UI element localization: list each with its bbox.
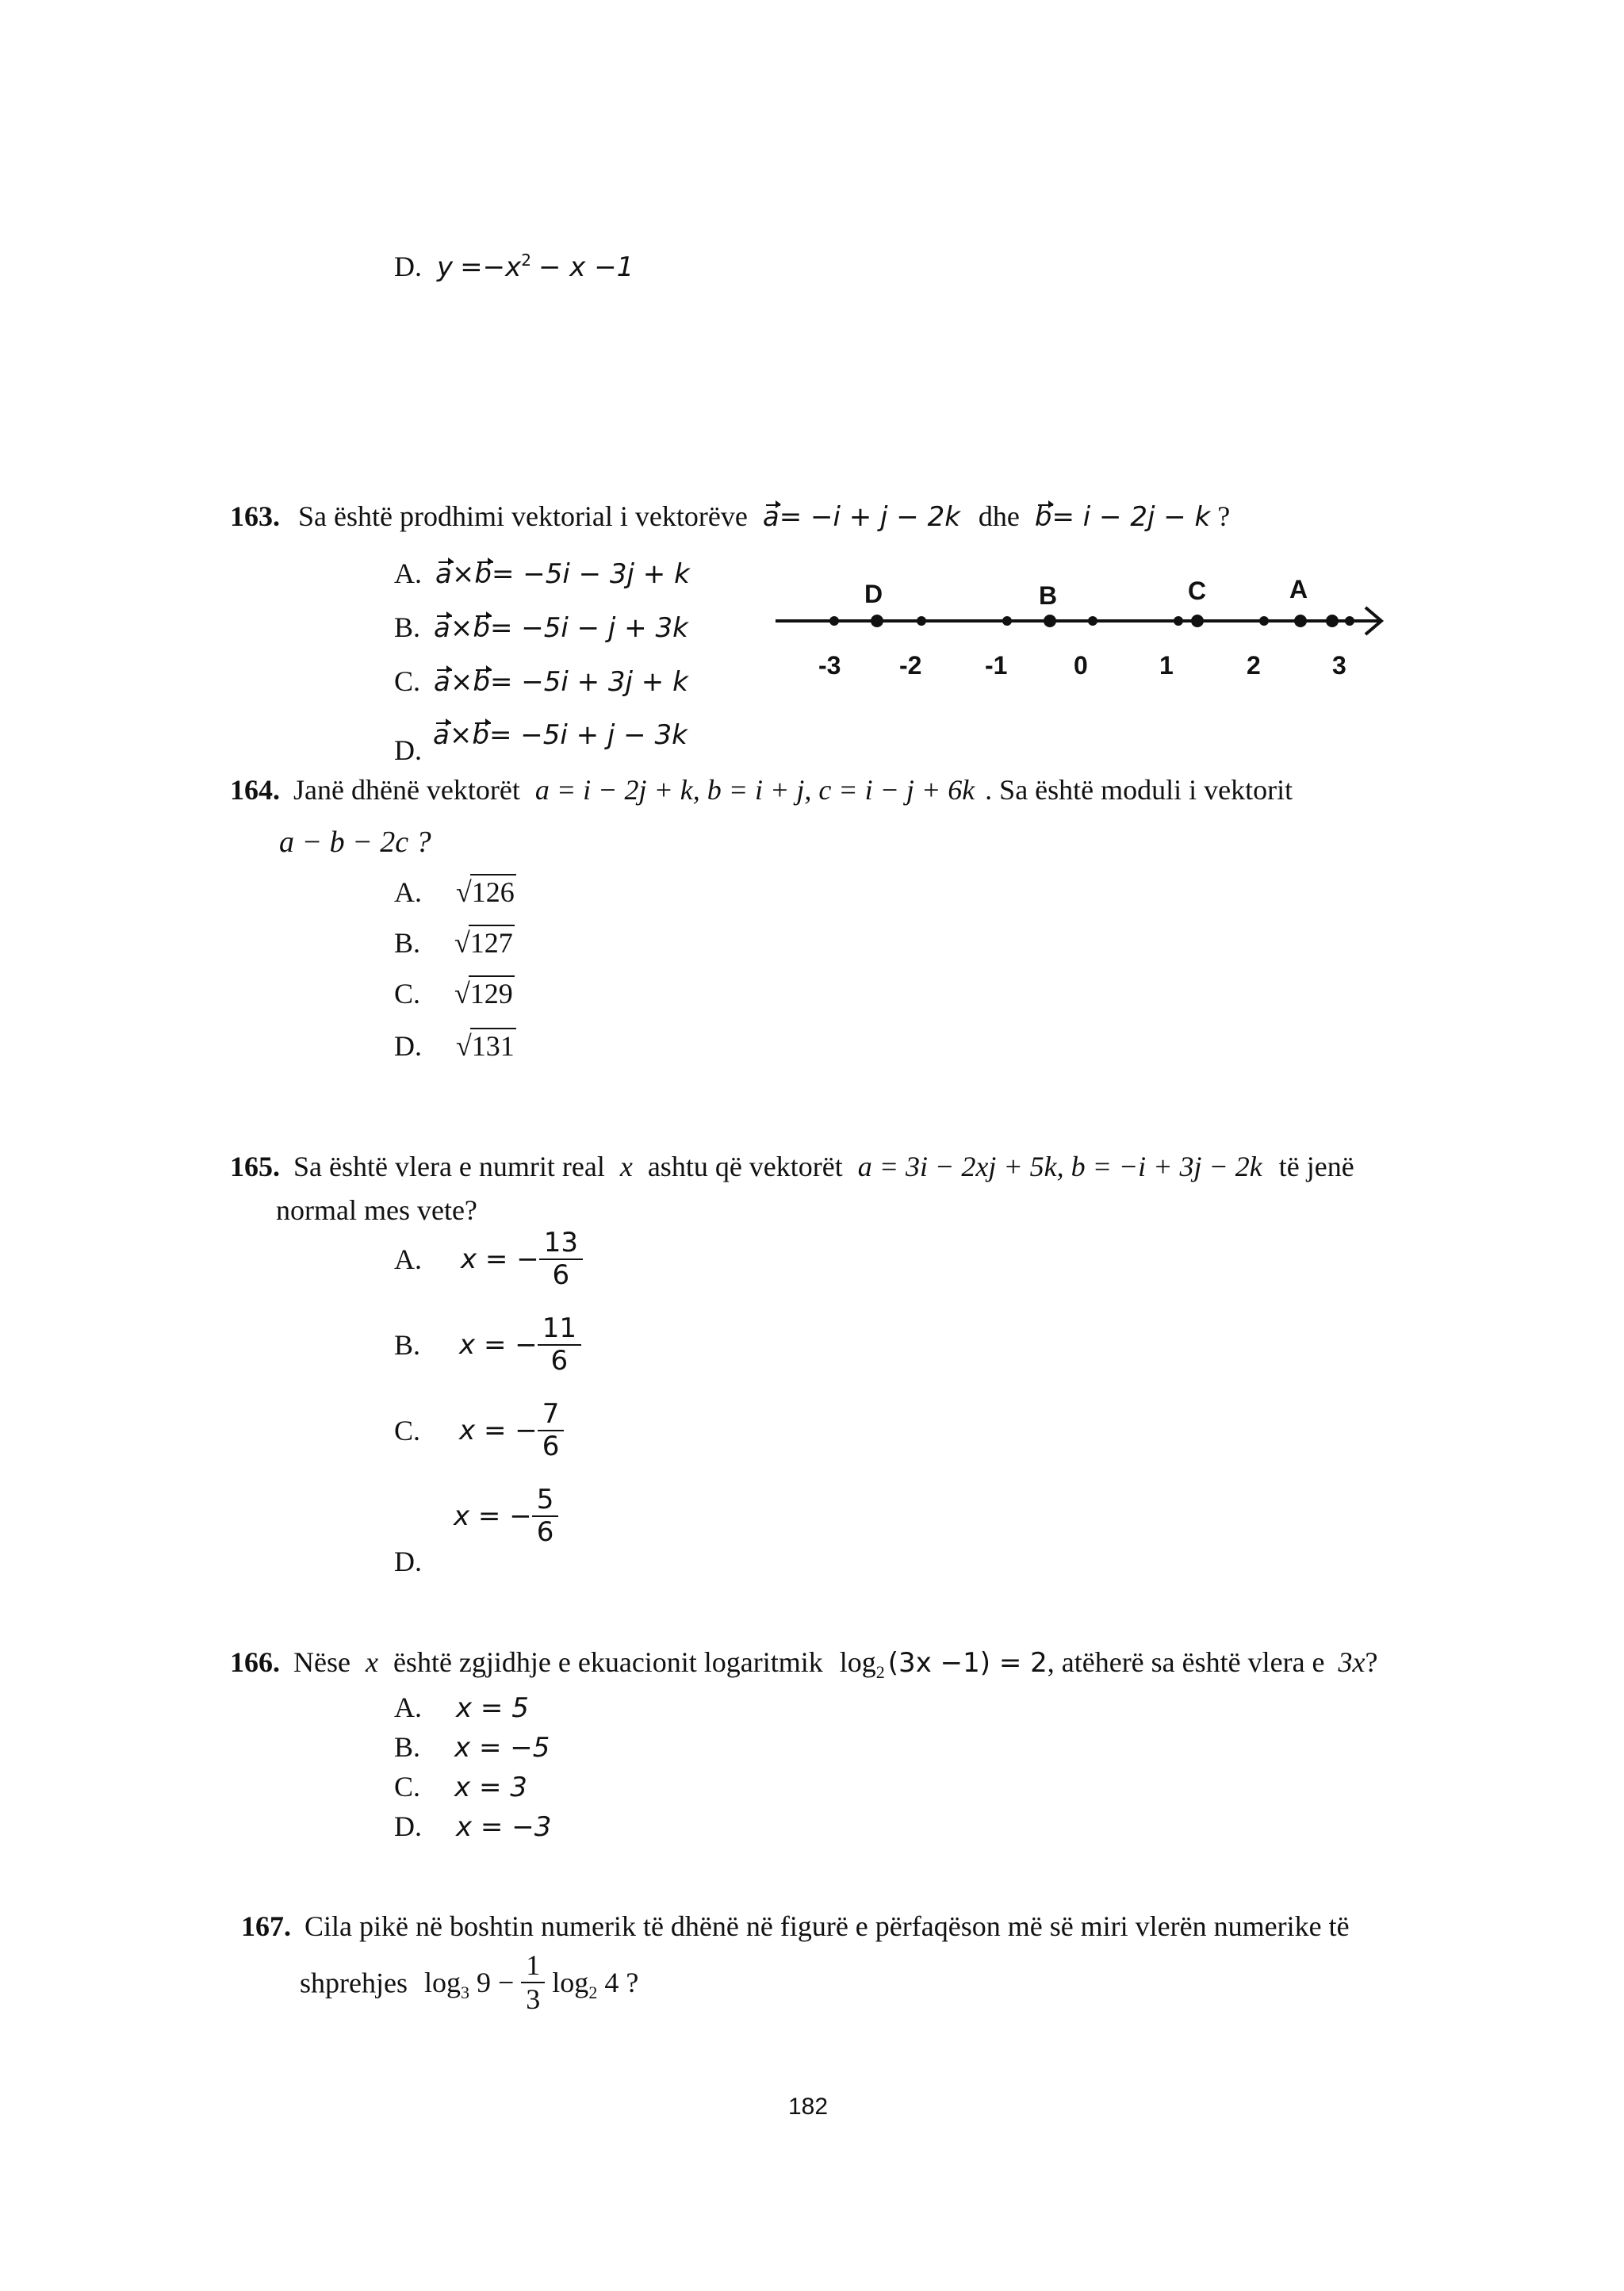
tick-dot [829,616,839,626]
q166-question [230,1645,1378,1683]
option-lhs: x = − [459,1415,538,1447]
vector-a-def: a= −i + j − 2k [762,501,960,533]
option-value: 131 [470,1028,516,1063]
q163-option-d-letter[interactable] [394,734,422,767]
vector-definitions: a = i − 2j + k, b = i + j, c = i − j + 6k [534,774,975,806]
option-letter: D. [394,734,422,766]
q164-expression: a − b − 2c ? [279,826,431,859]
log-expression: $\log_2 (3x -1) = 2$ [839,1646,1048,1683]
q165-option-c[interactable] [394,1399,564,1462]
q164-option-b[interactable]: B. √127 [394,925,515,960]
log-expression-1: $\log_3 9$ − [423,1967,515,2003]
question-mark: ? [1365,1646,1378,1678]
question-text: Sa është prodhimi vektorial i vektorëve [298,500,748,532]
fraction-one-third: $\frac{1}{3}$ [521,1949,545,2017]
option-letter: A. [394,1691,422,1723]
question-text-after: , atëherë sa është vlera e [1047,1646,1325,1678]
point-label-d: D [864,580,883,608]
option-letter: C. [394,665,421,697]
q164-question [230,773,1293,806]
option-letter: B. [394,611,421,643]
tick-label: 1 [1159,651,1174,680]
option-expr-rhs: −x [482,251,522,283]
question-text-after: të jenë [1278,1151,1354,1182]
option-letter: C. [394,1771,421,1803]
question-text-line2: shprehjes [300,1967,408,1999]
option-value: a×b= −5i − j + 3k [434,612,688,644]
option-letter: B. [394,1731,421,1763]
option-value: x = −5 [454,1732,550,1764]
q164-option-d[interactable]: D. √131 [394,1028,516,1063]
tick-label: -3 [818,651,841,680]
tick-label: -1 [985,651,1008,680]
question-number: 164. [230,774,280,806]
question-text-mid: është zgjidhje e ekuacionit logaritmik [393,1646,823,1678]
point-b-dot [1044,615,1056,627]
question-target: 3x [1338,1646,1365,1678]
option-letter: D. [394,1546,422,1577]
option-letter: A. [394,557,422,589]
option-value: x = 5 [456,1692,529,1724]
q165-option-b[interactable] [394,1313,581,1377]
tick-label: -2 [899,651,922,680]
question-text-mid: ashtu që vektorët [647,1151,843,1182]
question-mark: ? [1217,500,1231,532]
number-line-figure [769,571,1404,690]
q163-option-c[interactable] [394,665,688,698]
option-letter: A. [394,1243,422,1276]
option-fraction: $\frac{11}{6}$ [538,1313,581,1377]
tick-dot [1259,616,1269,626]
option-value: 129 [469,975,515,1010]
option-letter: B. [394,1329,421,1362]
option-value: x = 3 [454,1772,527,1803]
tick-dot [917,616,926,626]
question-number: 165. [230,1151,280,1182]
vector-definitions: a = 3i − 2xj + 5k, b = −i + 3j − 2k [857,1151,1262,1182]
option-expr-tail: − x −1 [538,251,634,283]
option-value: x = −3 [456,1811,552,1843]
option-letter: B. [394,927,421,959]
log-expression-2: $\log_2 4$ ? [552,1967,639,2003]
question-number: 166. [230,1646,280,1678]
tick-dot [1174,616,1183,626]
option-value: a×b= −5i + j − 3k [433,719,688,751]
q165-question-line2: normal mes vete? [276,1194,477,1226]
tick-label: 0 [1074,651,1088,680]
option-value: a×b= −5i − 3j + k [435,558,690,590]
option-value: a×b= −5i + 3j + k [434,666,688,698]
question-text: Cila pikë në boshtin numerik të dhënë në figurë e përfaqëson më së miri vlerën numerike të [304,1910,1350,1942]
question-number: 163. [230,500,280,532]
q166-option-d[interactable] [394,1810,551,1843]
option-letter: C. [394,1415,421,1447]
question-variable: x [619,1151,633,1182]
option-lhs: x = − [459,1329,538,1362]
q167-expression-line [300,1949,638,2017]
option-letter: D. [394,251,422,282]
option-fraction: $\frac{7}{6}$ [538,1399,565,1462]
tick-label: 2 [1247,651,1261,680]
question-text: Sa është vlera e numrit real [293,1151,605,1182]
option-expr-lhs: y [437,251,454,283]
point-label-c: C [1188,577,1207,605]
point-a-dot [1294,615,1307,627]
q166-option-b[interactable] [394,1730,550,1764]
q165-option-d[interactable] [454,1485,558,1548]
option-letter: D. [394,1030,422,1062]
q166-option-c[interactable] [394,1770,527,1803]
q165-option-d-letter[interactable] [394,1545,422,1578]
tick-dot [1345,616,1354,626]
page-number: 182 [788,2094,829,2120]
option-letter: C. [394,978,421,1009]
question-variable: x [365,1646,378,1678]
q166-option-a[interactable] [394,1691,529,1724]
option-fraction: $\frac{5}{6}$ [532,1485,559,1548]
q163-option-d[interactable] [433,718,688,751]
q164-option-c[interactable]: C. √129 [394,975,515,1010]
option-lhs: x = − [461,1243,539,1276]
tick-dot [1088,616,1097,626]
option-value: 127 [469,925,515,960]
point-c-dot [1191,615,1204,627]
point-label-b: B [1039,581,1058,610]
option-value: 126 [470,874,516,909]
q162-option-d: D. $y =-x^2 - x -1$ [394,251,634,283]
question-text-after: . Sa është moduli i vektorit [985,774,1293,806]
q163-option-b[interactable] [394,611,688,644]
vector-b-def: b= i − 2j − k [1034,501,1211,533]
q165-option-a[interactable] [394,1228,583,1291]
tick-dot [1326,615,1339,627]
q164-option-a[interactable]: A. √126 [394,874,516,909]
option-expr-exponent: 2 [521,251,531,270]
question-text: Janë dhënë vektorët [293,774,520,806]
q163-option-a[interactable] [394,557,690,590]
option-fraction: $\frac{13}{6}$ [539,1228,583,1291]
question-connector: dhe [978,500,1020,532]
option-lhs: x = − [454,1500,532,1533]
q163-question [230,500,1230,533]
point-label-a: A [1289,575,1308,603]
option-letter: A. [394,876,422,908]
q167-question [241,1910,1350,1943]
question-number: 167. [241,1910,291,1942]
tick-dot [1002,616,1012,626]
question-text: Nëse [293,1646,350,1678]
option-letter: D. [394,1810,422,1842]
point-d-dot [871,615,883,627]
tick-label: 3 [1332,651,1346,680]
q165-question [230,1150,1354,1183]
